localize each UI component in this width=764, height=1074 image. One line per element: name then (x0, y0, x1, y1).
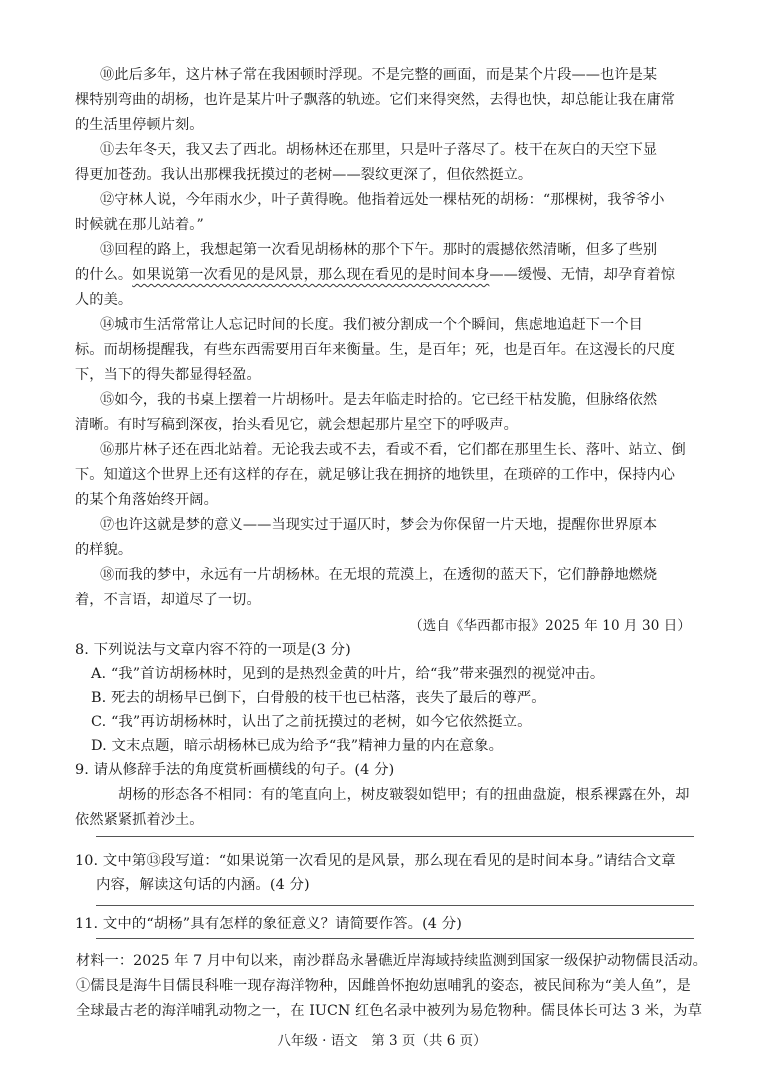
answer-line-q9[interactable] (96, 836, 694, 837)
paragraph-16-line-2: 下。知道这个世界上还有这样的存在，就足够让我在拥挤的地铁里，在琐碎的工作中，保持内心 (75, 467, 676, 483)
paragraph-17-line-2: 的样貌。 (75, 542, 133, 558)
paragraph-12-line-1: ⑫守林人说，今年雨水少，叶子黄得晚。他指着远处一棵枯死的胡杨：“那棵树，我爷爷小 (100, 192, 665, 208)
question-9: 9. 请从修辞手法的角度赏析画横线的句子。(4 分) (75, 762, 395, 778)
paragraph-14-line-1: ⑭城市生活常常让人忘记时间的长度。我们被分割成一个个瞬间，焦虑地追赶下一个目 (100, 317, 643, 333)
answer-line-q11[interactable] (96, 938, 694, 939)
question-11: 11. 文中的“胡杨”具有怎样的象征意义？请简要作答。(4 分) (75, 916, 462, 932)
paragraph-10-line-3: 的生活里停顿片刻。 (75, 117, 204, 133)
wavy-underlined-sentence: 如果说第一次看见的是风景，那么现在看见的是时间本身 (132, 267, 490, 283)
paragraph-10-line-2: 棵特别弯曲的胡杨，也许是某片叶子飘落的轨迹。它们来得突然，去得也快，却总能让我在庸常 (75, 92, 676, 108)
question-9-quote-line-2: 依然紧紧抓着沙土。 (75, 812, 204, 828)
paragraph-15-line-2: 清晰。有时写稿到深夜，抬头看见它，就会想起那片星空下的呼吸声。 (75, 417, 518, 433)
material-line-2: ①儒艮是海牛目儒艮科唯一现存海洋物种，因雌兽怀抱幼崽哺乳的姿态，被民间称为“美人鱼”，是 (76, 978, 691, 994)
paragraph-14-line-3: 下，当下的得失都显得轻盈。 (75, 367, 261, 383)
question-8-option-d: D. 文末点题，暗示胡杨林已成为给予“我”精神力量的内在意象。 (91, 738, 504, 754)
paragraph-16-line-1: ⑯那片林子还在西北站着。无论我去或不去，看或不看，它们都在那里生长、落叶、站立、倒 (100, 442, 686, 458)
paragraph-15-line-1: ⑮如今，我的书桌上摆着一片胡杨叶。是去年临走时拾的。它已经干枯发脆，但脉络依然 (100, 392, 658, 408)
page-footer: 八年级 · 语文 第 3 页（共 6 页） (277, 1033, 487, 1049)
paragraph-18-line-2: 着，不言语，却道尽了一切。 (75, 592, 261, 608)
paragraph-13-pre: 的什么。 (75, 267, 133, 283)
question-8-option-a: A. “我”首访胡杨林时，见到的是热烈金黄的叶片，给“我”带来强烈的视觉冲击。 (91, 666, 605, 682)
article-source: （选自《华西都市报》2025 年 10 月 30 日） (409, 618, 691, 634)
paragraph-16-line-3: 的某个角落始终开阔。 (75, 492, 218, 508)
paragraph-17-line-1: ⑰也许这就是梦的意义——当现实过于逼仄时，梦会为你保留一片天地，提醒你世界原本 (100, 517, 658, 533)
paragraph-18-line-1: ⑱而我的梦中，永远有一片胡杨林。在无垠的荒漠上，在透彻的蓝天下，它们静静地燃烧 (100, 567, 658, 583)
question-8-option-c: C. “我”再访胡杨林时，认出了之前抚摸过的老树，如今它依然挺立。 (91, 714, 532, 730)
question-8-option-b: B. 死去的胡杨早已倒下，白骨般的枝干也已枯落，丧失了最后的尊严。 (91, 690, 546, 706)
question-9-quote-line-1: 胡杨的形态各不相同：有的笔直向上，树皮皲裂如铠甲；有的扭曲盘旋，根系裸露在外，却 (118, 787, 690, 803)
question-10-line-2: 内容，解读这句话的内涵。(4 分) (96, 877, 310, 893)
paragraph-12-line-2: 时候就在那儿站着。” (75, 217, 204, 233)
paragraph-10-line-1: ⑩此后多年，这片林子常在我困顿时浮现。不是完整的画面，而是某个片段——也许是某 (100, 67, 658, 83)
material-line-3: 全球最古老的海洋哺乳动物之一，在 IUCN 红色名录中被列为易危物种。儒艮体长可达 3 米，为草 (76, 1003, 703, 1019)
paragraph-11-line-2: 得更加苍劲。我认出那棵我抚摸过的老树——裂纹更深了，但依然挺立。 (75, 167, 533, 183)
answer-line-q10[interactable] (96, 905, 694, 906)
question-8: 8. 下列说法与文章内容不符的一项是(3 分) (75, 642, 351, 658)
material-line-1: 材料一：2025 年 7 月中旬以来，南沙群岛永暑礁近岸海域持续监测到国家一级保护动物儒艮活动。 (76, 953, 707, 969)
paragraph-13-line-2 (75, 264, 675, 284)
paragraph-11-line-1: ⑪去年冬天，我又去了西北。胡杨林还在那里，只是叶子落尽了。枝干在灰白的天空下显 (100, 142, 658, 158)
question-10-line-1: 10. 文中第⑬段写道：“如果说第一次看见的是风景，那么现在看见的是时间本身。”请结合文章 (75, 853, 676, 869)
paragraph-13-post: ——缓慢、无情，却孕育着惊 (489, 267, 676, 283)
paragraph-13-line-1: ⑬回程的路上，我想起第一次看见胡杨林的那个下午。那时的震撼依然清晰，但多了些别 (100, 242, 658, 258)
paragraph-14-line-2: 标。而胡杨提醒我，有些东西需要用百年来衡量。生，是百年；死，也是百年。在这漫长的尺度 (75, 342, 676, 358)
paragraph-13-line-3: 人的美。 (75, 292, 133, 308)
